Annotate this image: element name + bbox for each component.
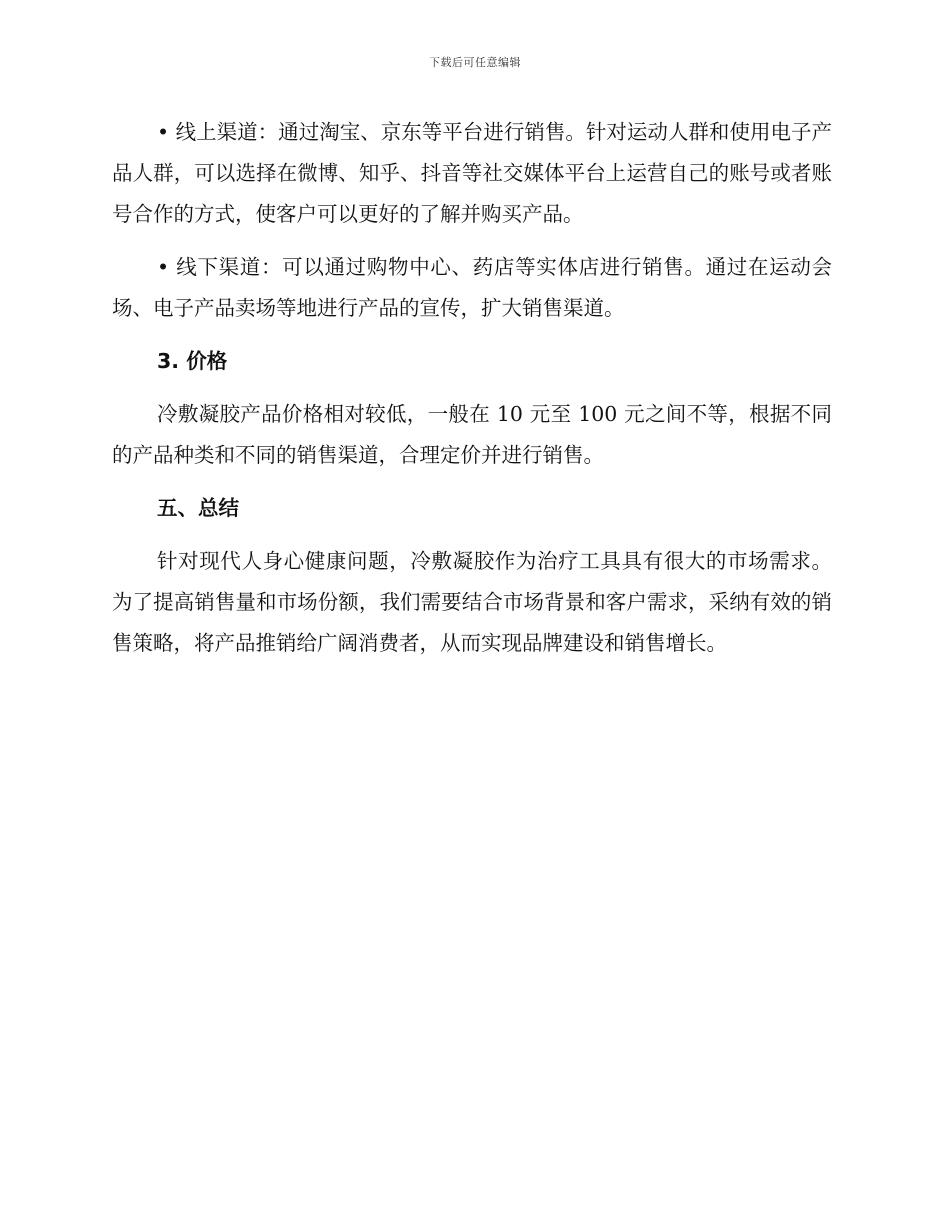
price-paragraph: 冷敷凝胶产品价格相对较低，一般在 10 元至 100 元之间不等，根据不同的产品种类和不同的销售渠道，合理定价并进行销售。 xyxy=(112,402,832,467)
online-channel-paragraph: • 线上渠道：通过淘宝、京东等平台进行销售。针对运动人群和使用电子产品人群，可以选择在微博、知乎、抖音等社交媒体平台上运营自己的账号或者账号合作的方式，使客户可以更好的了解并购买产品。 xyxy=(112,120,832,226)
document-body xyxy=(112,112,832,676)
summary-heading: 五、总结 xyxy=(157,496,239,520)
header-note: 下载后可任意编辑 xyxy=(429,56,521,69)
price-heading: 3. 价格 xyxy=(157,349,228,373)
offline-channel-paragraph: • 线下渠道：可以通过购物中心、药店等实体店进行销售。通过在运动会场、电子产品卖场等地进行产品的宣传，扩大销售渠道。 xyxy=(112,255,832,320)
summary-paragraph: 针对现代人身心健康问题，冷敷凝胶作为治疗工具具有很大的市场需求。为了提高销售量和市场份额，我们需要结合市场背景和客户需求，采纳有效的销售策略，将产品推销给广阔消费者，从而实现品牌建设和销售增长。 xyxy=(112,549,832,655)
